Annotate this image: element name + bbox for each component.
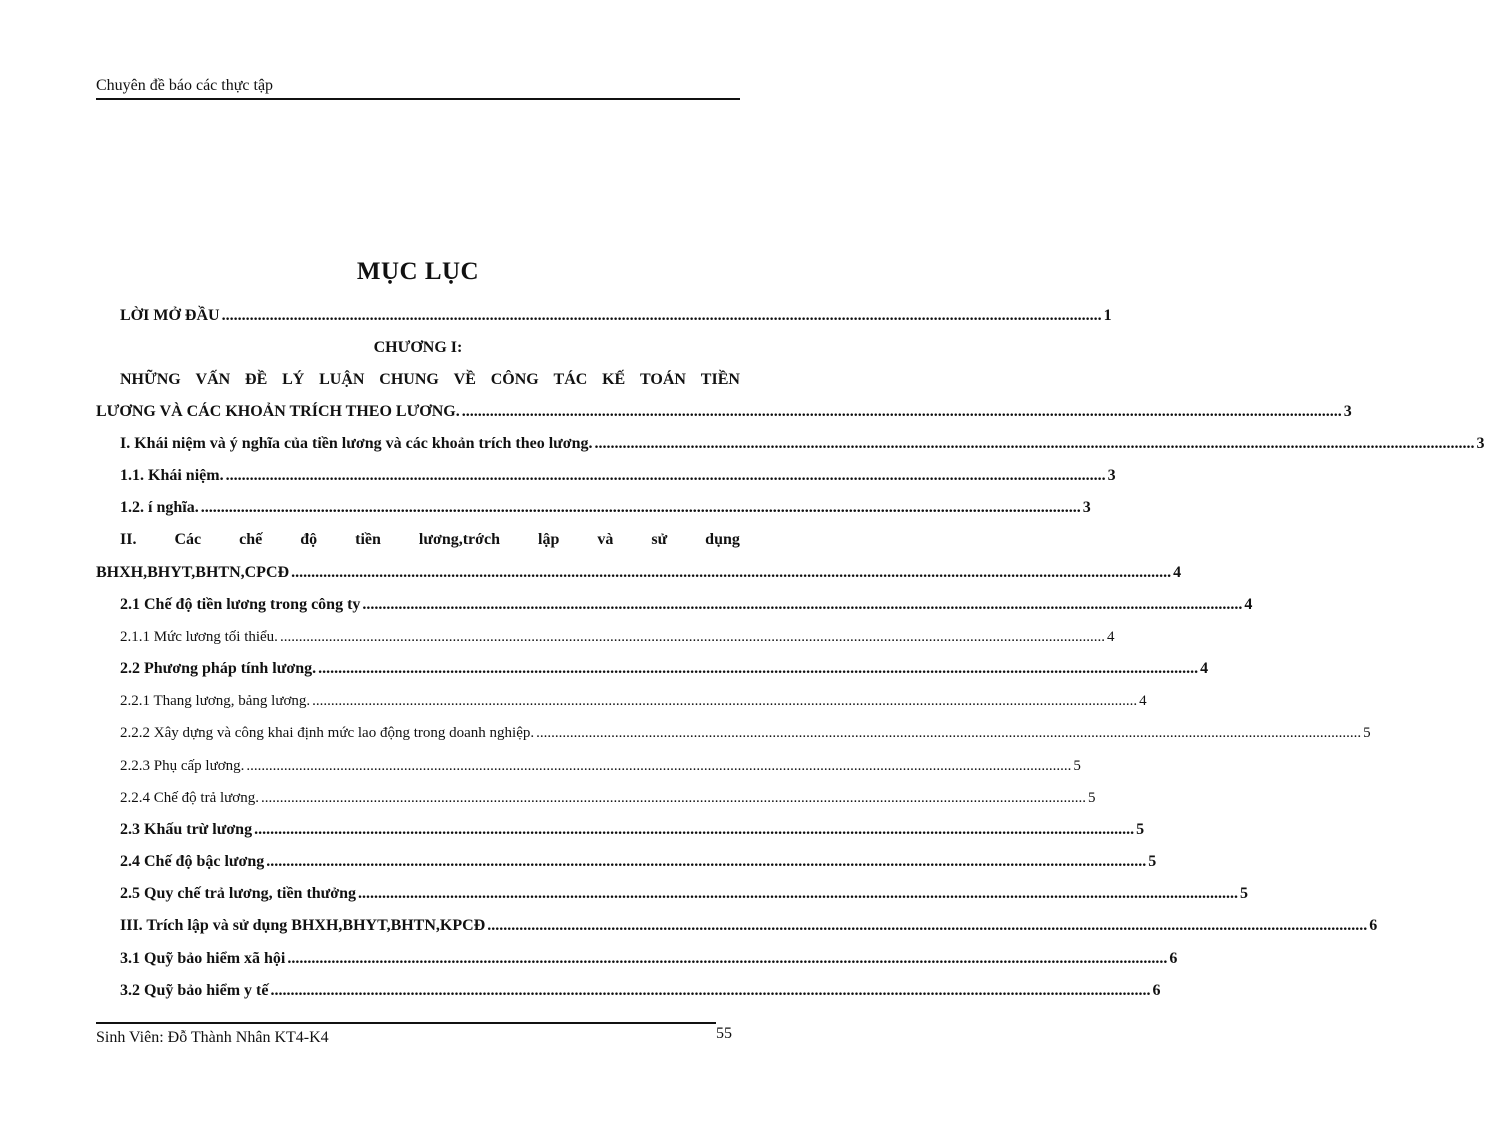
toc-entry-2-1-1[interactable]: 2.1.1 Mức lương tối thiểu. ............................................................................................................................................................................................................................ 4 (120, 629, 1115, 645)
title-word: TÁC (553, 371, 588, 388)
title-word: dụng (705, 531, 740, 548)
page-header (96, 76, 740, 96)
title-word: LUẬN (319, 371, 365, 388)
title-word: và (597, 531, 614, 548)
title-word: sử (651, 531, 668, 548)
leader-dots: ............................................................................................................................................................................................................................ (279, 629, 1105, 645)
header-text: Chuyên đề báo các thực tập (96, 77, 274, 94)
title-word: VỀ (453, 371, 476, 388)
toc-entry-1-2[interactable]: 1.2. í nghĩa. ............................................................................................................................................................................................................................ 3 (120, 499, 1091, 516)
title-word: Các (174, 531, 202, 548)
title-word: độ (300, 531, 318, 548)
toc-entry-2-1[interactable]: 2.1 Chế độ tiền lương trong công ty ............................................................................................................................................................................................................................ 4 (120, 596, 1253, 613)
toc-entry-section-3[interactable]: III. Trích lập và sử dụng BHXH,BHYT,BHTN,KPCĐ ............................................................................................................................................................................................................................ 6 (120, 917, 1378, 934)
footer-author: Sinh Viên: Đỗ Thành Nhân KT4-K4 (96, 1029, 329, 1046)
toc-entry-1-1[interactable]: 1.1. Khái niệm. ............................................................................................................................................................................................................................ 3 (120, 467, 1116, 484)
leader-dots: ............................................................................................................................................................................................................................ (362, 596, 1243, 613)
leader-dots: ............................................................................................................................................................................................................................ (260, 790, 1086, 806)
section-2-title-line1 (120, 530, 740, 550)
title-word: ĐỀ (245, 371, 268, 388)
toc-entry-2-3[interactable]: 2.3 Khấu trừ lương ............................................................................................................................................................................................................................ 5 (120, 821, 1145, 838)
leader-dots: ............................................................................................................................................................................................................................ (358, 885, 1239, 902)
leader-dots: ............................................................................................................................................................................................................................ (461, 403, 1342, 420)
title-word: tiền (355, 531, 381, 548)
chapter-title-line1 (120, 370, 740, 390)
toc-entry-3-2[interactable]: 3.2 Quỹ bảo hiểm y tế ............................................................................................................................................................................................................................ 6 (120, 982, 1161, 999)
title-word: LÝ (282, 371, 305, 388)
toc-entry-2-2[interactable]: 2.2 Phương pháp tính lương. ............................................................................................................................................................................................................................ 4 (120, 660, 1209, 677)
toc-entry-2-2-4[interactable]: 2.2.4 Chế độ trả lương. ............................................................................................................................................................................................................................ 5 (120, 790, 1096, 806)
leader-dots: ............................................................................................................................................................................................................................ (594, 435, 1475, 452)
leader-dots: ............................................................................................................................................................................................................................ (312, 693, 1138, 709)
header-rule (96, 98, 740, 100)
leader-dots: ............................................................................................................................................................................................................................ (221, 307, 1102, 324)
leader-dots: ............................................................................................................................................................................................................................ (266, 853, 1147, 870)
toc-title: MỤC LỤC (356, 258, 480, 285)
toc-entry-section-1[interactable]: I. Khái niệm và ý nghĩa của tiền lương và các khoản trích theo lương. ............................................................................................................................................................................................................................ 3 (120, 435, 1485, 452)
title-word: CÔNG (490, 371, 539, 388)
leader-dots: ............................................................................................................................................................................................................................ (287, 950, 1168, 967)
leader-dots: ............................................................................................................................................................................................................................ (487, 917, 1368, 934)
leader-dots: ............................................................................................................................................................................................................................ (225, 467, 1106, 484)
toc-entry-section-2[interactable]: BHXH,BHYT,BHTN,CPCĐ ............................................................................................................................................................................................................................ 4 (96, 564, 1182, 581)
toc-entry-2-4[interactable]: 2.4 Chế độ bậc lương ............................................................................................................................................................................................................................ 5 (120, 853, 1157, 870)
toc-entry-2-5[interactable]: 2.5 Quy chế trả lương, tiền thưởng ............................................................................................................................................................................................................................ 5 (120, 885, 1249, 902)
title-word: CHUNG (379, 371, 439, 388)
title-word: lương,trớch (418, 531, 500, 548)
title-word: chế (239, 531, 263, 548)
title-word: lập (538, 531, 560, 548)
toc-entry-chapter-1[interactable]: LƯƠNG VÀ CÁC KHOẢN TRÍCH THEO LƯƠNG. ............................................................................................................................................................................................................................ 3 (96, 403, 1352, 420)
leader-dots: ............................................................................................................................................................................................................................ (270, 982, 1151, 999)
leader-dots: ............................................................................................................................................................................................................................ (246, 758, 1072, 774)
toc-entry-2-2-2[interactable]: 2.2.2 Xây dựng và công khai định mức lao động trong doanh nghiệp. ............................................................................................................................................................................................................................ 5 (120, 725, 1371, 741)
toc-entry-3-1[interactable]: 3.1 Quỹ bảo hiểm xã hội ............................................................................................................................................................................................................................ 6 (120, 950, 1178, 967)
footer-rule (96, 1022, 716, 1024)
leader-dots: ............................................................................................................................................................................................................................ (254, 821, 1135, 838)
title-word: TIỀN (700, 371, 740, 388)
title-word: TOÁN (640, 371, 686, 388)
chapter-heading: CHƯƠNG I: (373, 339, 463, 356)
page-number: 55 (716, 1025, 732, 1042)
title-word: VẤN (195, 371, 231, 388)
toc-entry-2-2-3[interactable]: 2.2.3 Phụ cấp lương. ............................................................................................................................................................................................................................ 5 (120, 758, 1081, 774)
leader-dots: ............................................................................................................................................................................................................................ (536, 725, 1362, 741)
toc-entry-loi-mo-dau[interactable]: LỜI MỞ ĐẦU ............................................................................................................................................................................................................................ 1 (120, 307, 1112, 324)
toc-entry-2-2-1[interactable]: 2.2.1 Thang lương, bảng lương. ............................................................................................................................................................................................................................ 4 (120, 693, 1147, 709)
leader-dots: ............................................................................................................................................................................................................................ (291, 564, 1172, 581)
title-word: II. (120, 531, 137, 548)
title-word: KẾ (602, 371, 626, 388)
leader-dots: ............................................................................................................................................................................................................................ (200, 499, 1081, 516)
leader-dots: ............................................................................................................................................................................................................................ (318, 660, 1199, 677)
title-word: NHỮNG (120, 371, 181, 388)
